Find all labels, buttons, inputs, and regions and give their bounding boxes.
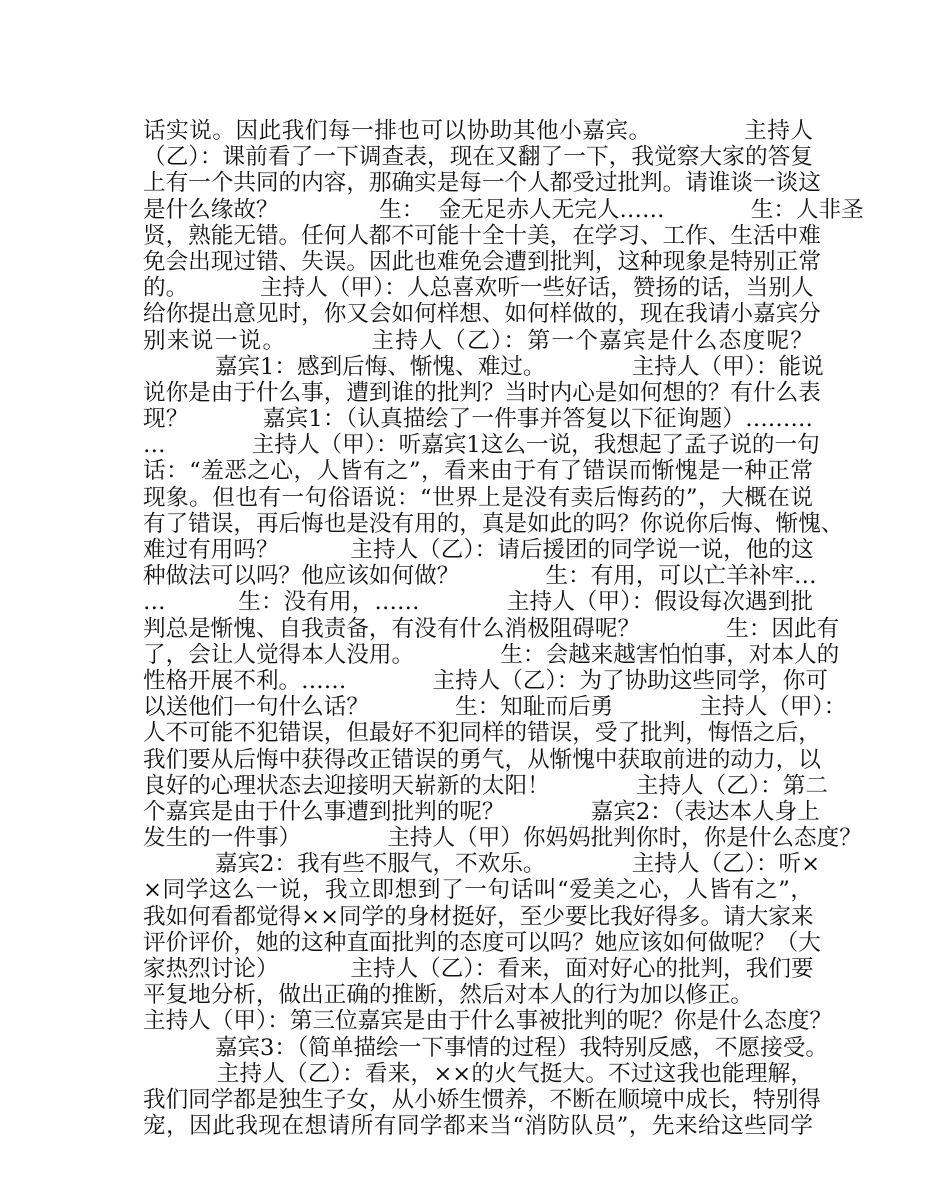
text-line: 宠，因此我现在想请所有同学都来当“消防队员”，先来给这些同学: [143, 1113, 813, 1140]
text-line: 贤，熟能无错。任何人都不可能十全十美，在学习、工作、生活中难: [143, 222, 821, 249]
text-line: 话：“羞恶之心，人皆有之”，看来由于有了错误而惭愧是一种正常: [143, 458, 813, 485]
text-line: 平复地分析，做出正确的推断，然后对本人的行为加以修正。: [143, 982, 754, 1009]
text-line: 给你提出意见时，你又会如何样想、如何样做的，现在我请小嘉宾分: [143, 301, 821, 328]
text-line: 嘉宾1：感到后悔、惭愧、难过。 主持人（甲）：能说: [143, 353, 824, 380]
text-line: 主持人（乙）：看来，××的火气挺大。不过这我也能理解，: [143, 1060, 813, 1087]
text-line: 上有一个共同的内容，那确实是每一个人都受过批判。请谁谈一谈这: [143, 170, 821, 197]
text-line: 现象。但也有一句俗语说：“世界上是没有卖后悔药的”，大概在说: [143, 484, 813, 511]
text-line: 的。 主持人（甲）：人总喜欢听一些好话，赞扬的话，当别人: [143, 275, 814, 302]
text-line: 嘉宾2：我有些不服气，不欢乐。 主持人（乙）：听×: [143, 851, 821, 878]
text-line: ×同学这么一说，我立即想到了一句话叫“爱美之心，人皆有之”，: [143, 877, 813, 904]
text-line: … 主持人（甲）：听嘉宾1这么一说，我想起了孟子说的一句: [143, 432, 820, 459]
document-page: [143, 118, 864, 1140]
text-line: 评价评价，她的这种直面批判的态度可以吗？她应该如何做呢？（大: [143, 929, 821, 956]
text-line: 个嘉宾是由于什么事遭到批判的呢？ 嘉宾2：（表达本人身上: [143, 798, 820, 825]
text-line: 主持人（甲）：第三位嘉宾是由于什么事被批判的呢？你是什么态度？: [143, 1008, 833, 1035]
text-line: 话实说。因此我们每一排也可以协助其他小嘉宾。 主持人: [143, 118, 813, 144]
text-line: 有了错误，再后悔也是没有用的，真是如此的吗？你说你后悔、惭愧、: [143, 510, 844, 537]
text-line: 我如何看都觉得××同学的身材挺好，至少要比我好得多。请大家来: [143, 903, 814, 930]
text-line: 现？ 嘉宾1：（认真描绘了一件事并答复以下征询题）………: [143, 406, 813, 433]
text-line: 判总是惭愧、自我责备，有没有什么消极阻碍呢？ 生：因此有: [143, 615, 840, 642]
text-line: 性格开展不利。…… 主持人（乙）：为了协助这些同学，你可: [143, 667, 828, 694]
text-line: 以送他们一句什么话？ 生：知耻而后勇 主持人（甲）：: [143, 694, 847, 721]
text-line: 难过有用吗？ 主持人（乙）：请后援团的同学说一说，他的这: [143, 537, 814, 563]
text-line: 嘉宾3：（简单描绘一下事情的过程）我特别反感，不愿接受。: [143, 1034, 828, 1061]
text-line: 种做法可以吗？他应该如何做？ 生：有用，可以亡羊补牢…: [143, 563, 817, 590]
text-line: … 生：没有用，…… 主持人（甲）：假设每次遇到批: [143, 589, 813, 616]
text-line: 人不可能不犯错误，但最好不犯同样的错误，受了批判，悔悟之后，: [143, 720, 821, 747]
text-line: 发生的一件事） 主持人（甲）你妈妈批判你时，你是什么态度？: [143, 825, 862, 852]
text-line: 说你是由于什么事，遭到谁的批判？当时内心是如何想的？有什么表: [143, 379, 821, 406]
text-line: 家热烈讨论） 主持人（乙）：看来，面对好心的批判，我们要: [143, 956, 814, 982]
text-line: 免会出现过错、失误。因此也难免会遭到批判，这种现象是特别正常: [143, 248, 821, 275]
text-line: 别来说一说。 主持人（乙）：第一个嘉宾是什么态度呢？: [143, 327, 813, 354]
text-line: （乙）：课前看了一下调查表，现在又翻了一下，我觉察大家的答复: [143, 144, 813, 171]
text-line: 良好的心理状态去迎接明天崭新的太阳！ 主持人（乙）：第二: [143, 772, 828, 799]
text-line: 我们同学都是独生子女，从小娇生惯养，不断在顺境中成长，特别得: [143, 1086, 821, 1113]
text-line: 我们要从后悔中获得改正错误的勇气，从惭愧中获取前进的动力，以: [143, 746, 821, 773]
text-line: 了，会让人觉得本人没用。 生：会越来越害怕怕事，对本人的: [143, 641, 840, 668]
text-line: 是什么缘故？ 生： 金无足赤人无完人…… 生：人非圣: [143, 196, 864, 223]
